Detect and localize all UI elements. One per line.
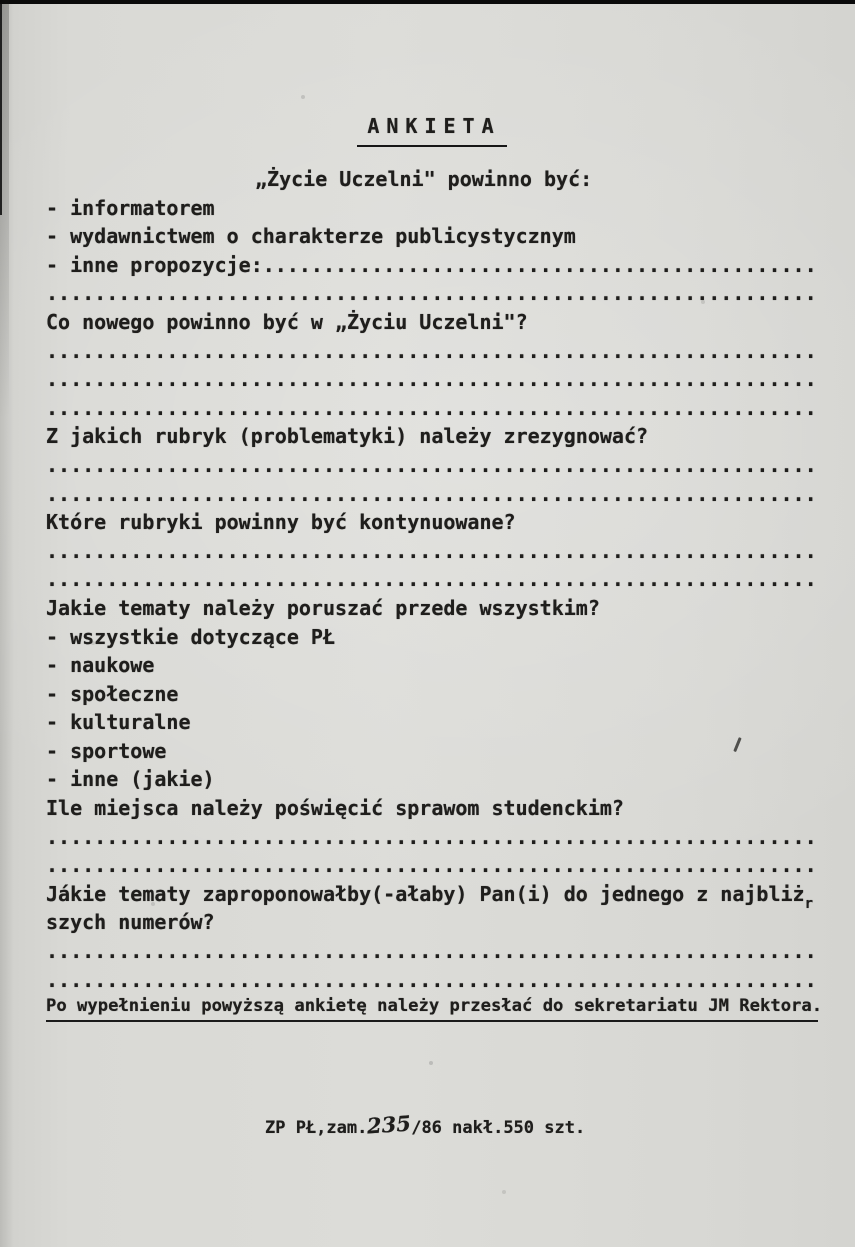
answer-dotted-line: ................................................................ [46, 853, 817, 878]
doc-line-bullet: - kulturalne [46, 710, 191, 735]
scan-edge-top [0, 0, 855, 4]
answer-dotted-line: ................................................................ [46, 395, 817, 420]
answer-dotted-line: ................................................................ [46, 452, 817, 477]
questionnaire-title: ANKIETA [357, 112, 506, 147]
doc-line-bullet: - inne (jakie) [46, 767, 215, 792]
doc-question: Co nowego powinno być w „Życiu Uczelni"? [46, 309, 528, 334]
doc-subtitle: „Życie Uczelni" powinno być: [255, 167, 593, 191]
print-footer [265, 1112, 585, 1140]
doc-line-bullet: - społeczne [46, 681, 179, 706]
answer-dotted-line: ................................................................ [46, 967, 817, 992]
answer-dotted-line: ................................................................ [46, 367, 817, 392]
doc-question-main: Jákie tematy zaproponowałby(-ałaby) Pan(i) do jednego z najbliż [46, 881, 805, 906]
doc-question: Z jakich rubryk (problematyki) należy zrezygnować? [46, 424, 649, 449]
doc-line-bullet: - informatorem [46, 195, 215, 220]
doc-line-bullet: - wszystkie dotyczące PŁ [46, 624, 335, 649]
typo-subscript-hyphen: r [804, 895, 814, 912]
doc-question: Jakie tematy należy poruszać przede wszystkim? [46, 595, 600, 620]
scan-edge-left-shadow [0, 0, 9, 420]
answer-dotted-line: ................................................................ [46, 481, 817, 506]
questionnaire-title-row [46, 112, 818, 141]
document-body [46, 165, 823, 1022]
closing-instruction: Po wypełnieniu powyższą ankietę należy przesłać do sekretariatu JM Rektora. [46, 994, 818, 1022]
answer-dotted-line: ................................................................ [46, 281, 817, 306]
doc-question: Ile miejsca należy poświęcić sprawom studenckim? [46, 796, 624, 821]
scan-specks [0, 0, 2, 2]
answer-dotted-line: ................................................................ [46, 538, 817, 563]
doc-question-wrapped [46, 880, 818, 912]
doc-line-bullet-dotted: - inne propozycje:.............................................. [46, 252, 817, 277]
answer-dotted-line: ................................................................ [46, 939, 817, 964]
doc-line-bullet: - naukowe [46, 653, 155, 678]
answer-dotted-line: ................................................................ [46, 338, 817, 363]
doc-line-bullet: - wydawnictwem o charakterze publicystycznym [46, 224, 576, 249]
handwritten-order-number: 235 [366, 1110, 412, 1139]
doc-question: Które rubryki powinny być kontynuowane? [46, 510, 516, 535]
doc-question-continuation: szych numerów? [46, 910, 215, 935]
print-footer-prefix: ZP PŁ,zam. [265, 1118, 368, 1138]
print-footer-suffix: /86 nakł.550 szt. [411, 1118, 586, 1138]
answer-dotted-line: ................................................................ [46, 824, 817, 849]
answer-dotted-line: ................................................................ [46, 567, 817, 592]
doc-line-bullet: - sportowe [46, 738, 167, 763]
